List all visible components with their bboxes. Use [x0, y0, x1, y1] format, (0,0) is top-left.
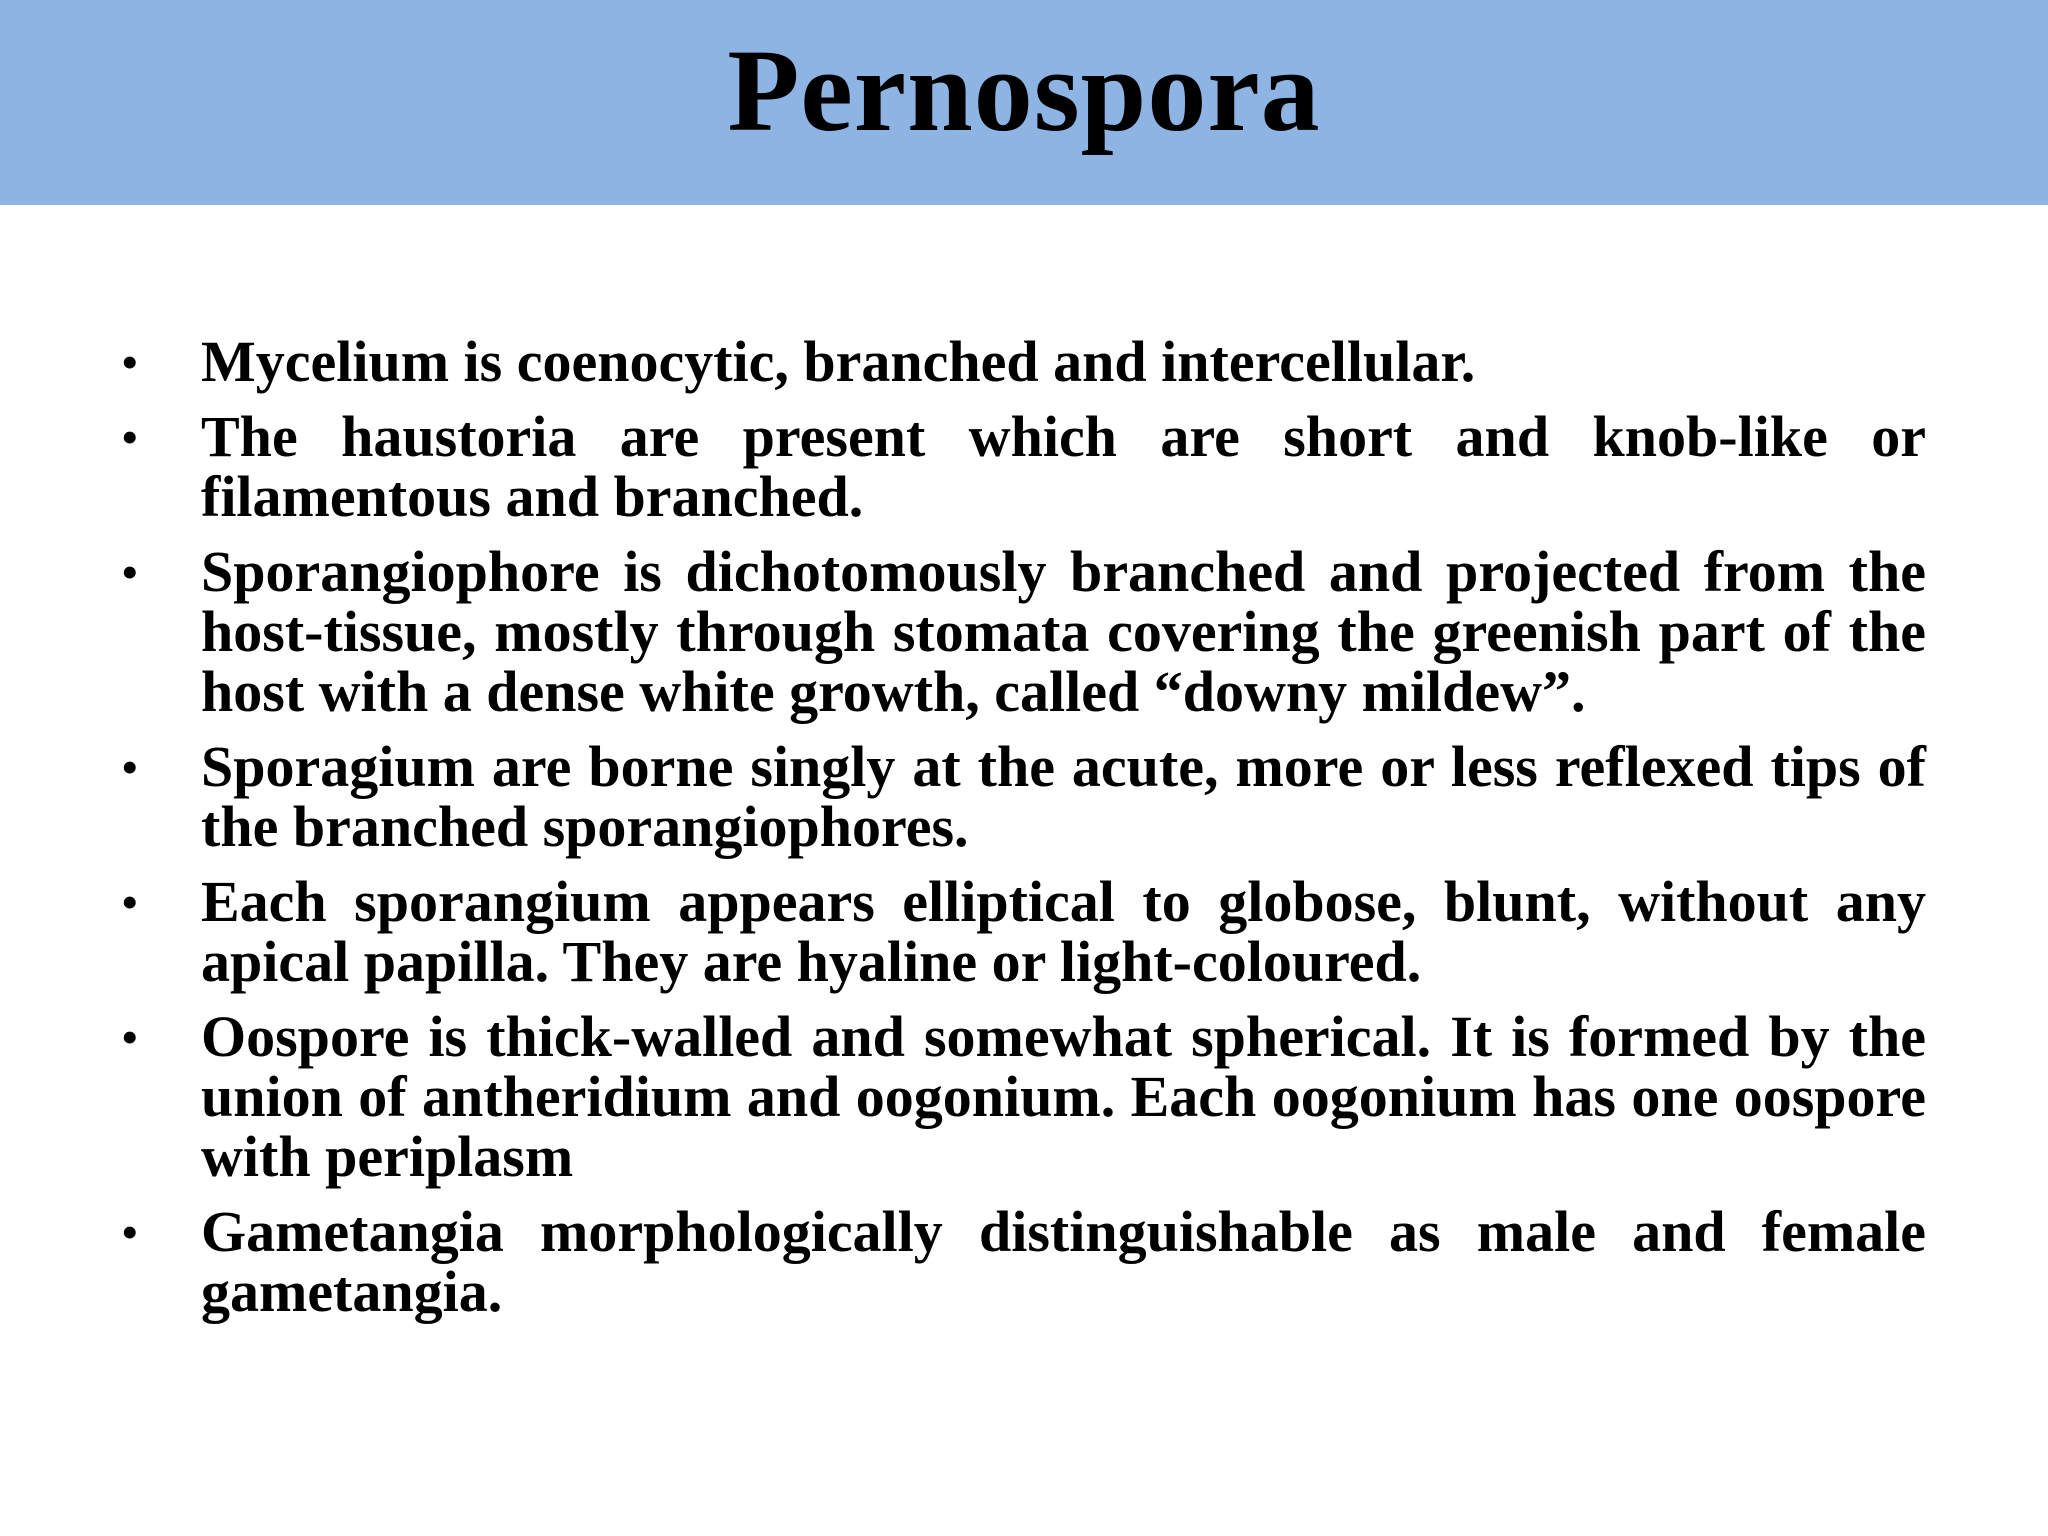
bullet-item-haustoria: [116, 404, 1926, 529]
bullet-marker: •: [121, 739, 139, 795]
bullet-text: Each sporangium appears elliptical to globose, blunt, without any apical papilla. They are hyaline or light-coloured.: [201, 869, 1926, 994]
bullet-marker: •: [121, 1204, 139, 1260]
bullet-marker: •: [121, 544, 139, 600]
bullet-item-sporagium: [116, 734, 1926, 859]
bullet-marker: •: [121, 1009, 139, 1065]
bullet-item-oospore: [116, 1004, 1926, 1189]
bullet-text: The haustoria are present which are short and knob-like or filamentous and branched.: [201, 404, 1926, 529]
bullet-marker: •: [121, 409, 139, 465]
bullet-text: Sporagium are borne singly at the acute, more or less reflexed tips of the branched sporangiophores.: [201, 734, 1926, 859]
title-bar: [0, 0, 2048, 205]
bullet-item-sporangium: [116, 869, 1926, 994]
bullet-list: [116, 329, 1926, 1337]
bullet-text: Mycelium is coenocytic, branched and intercellular.: [201, 329, 1476, 394]
slide-title: Pernospora: [727, 24, 1321, 156]
bullet-text: Sporangiophore is dichotomously branched and projected from the host-tissue, mostly through stomata covering the greenish part of the host with a dense white growth, called “downy mildew”.: [201, 539, 1926, 724]
bullet-marker: •: [121, 334, 139, 390]
bullet-item-gametangia: [116, 1199, 1926, 1324]
bullet-marker: •: [121, 874, 139, 930]
bullet-text: Gametangia morphologically distinguishable as male and female gametangia.: [201, 1199, 1926, 1324]
bullet-item-sporangiophore: [116, 539, 1926, 724]
bullet-item-mycelium: [116, 329, 1926, 394]
bullet-text: Oospore is thick-walled and somewhat spherical. It is formed by the union of antheridium and oogonium. Each oogonium has one oospore with periplasm: [201, 1004, 1926, 1189]
